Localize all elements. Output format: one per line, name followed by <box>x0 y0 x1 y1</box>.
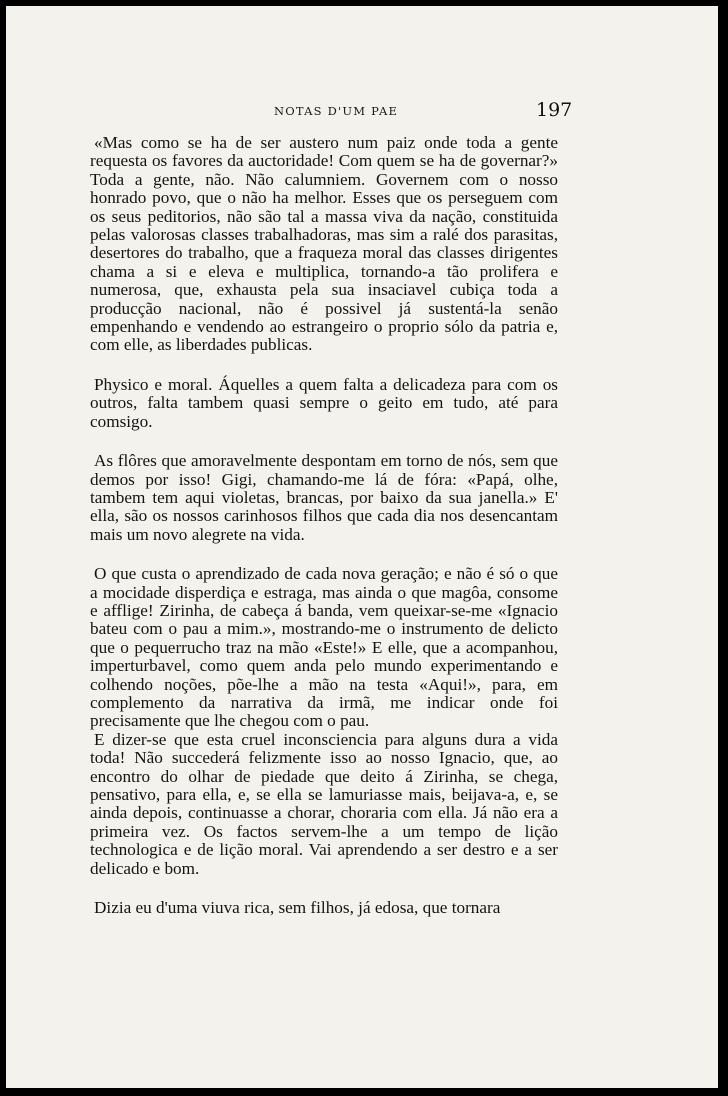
paragraph: Physico e moral. Áquelles a quem falta a delicadeza para com os outros, falta tambem quasi sempre o geito em tudo, até para comsigo. <box>90 374 558 431</box>
paragraph: E dizer-se que esta cruel inconsciencia para alguns dura a vida toda! Não succederá felizmente isso ao nosso Ignacio, que, ao encontro do olhar de piedade que deito á Zirinha, se chega, pensativo, para ella, e, se ella se lamuriasse mais, beijava-a, e, se ainda depois, continuasse a chorar, choraria com ella. Já não era a primeira vez. Os factos servem-lhe a um tempo de lição technologica e de lição moral. Vai aprendendo a ser destro e a ser delicado e bom. <box>90 729 558 878</box>
paragraph: O que custa o aprendizado de cada nova geração; e não é só o que a mocidade disperdiça e estraga, mas ainda o que magôa, consome e afflige! Zirinha, de cabeça á banda, vem queixar-se-me «Ignacio bateu com o pau a mim.», mostrando-me o instrumento de delicto que o pequerrucho traz na mão «Este!» E elle, que a acompanhou, imperturbavel, como quem anda pelo mundo experimentando e colhendo noções, põe-lhe a mão na testa «Aqui!», para, em complemento da narrativa da irmã, me indicar onde foi precisamente que lhe chegou com o pau. <box>90 564 558 731</box>
page-number: 197 <box>536 99 573 121</box>
paragraph: «Mas como se ha de ser austero num paiz onde toda a gente requesta os favores da auctoridade! Com quem se ha de governar?» Toda a gente, não. Não calumniem. Governem com o nosso honrado povo, que o não ha melhor. Esses que os perseguem com os seus peditorios, não são tal a massa viva da nação, constituida pelas valorosas classes trabalhadoras, mas sim a ralé dos parasitas, desertores do trabalho, que a fraqueza moral das classes dirigentes chama a si e eleva e multiplica, tornando-a tão prolifera e numerosa, que, exhausta pela sua insaciavel cubiça toda a producção nacional, não é possivel já sustentá-la senão empenhando e vendendo ao estrangeiro o proprio sólo da patria e, com elle, as liberdades publicas. <box>90 133 558 355</box>
book-page <box>6 6 718 1088</box>
paragraph: Dizia eu d'uma viuva rica, sem filhos, já edosa, que tornara <box>94 898 501 918</box>
running-head-title: NOTAS D'UM PAE <box>274 104 399 118</box>
running-head <box>6 101 718 125</box>
body-text <box>90 134 558 917</box>
paragraph: As flôres que amoravelmente despontam em torno de nós, sem que demos por isso! Gigi, chamando-me lá de fóra: «Papá, olhe, tambem tem aqui violetas, brancas, por baixo da sua janella.» E' ella, são os nossos carinhosos filhos que cada dia nos desencantam mais um novo alegrete na vida. <box>90 451 558 544</box>
